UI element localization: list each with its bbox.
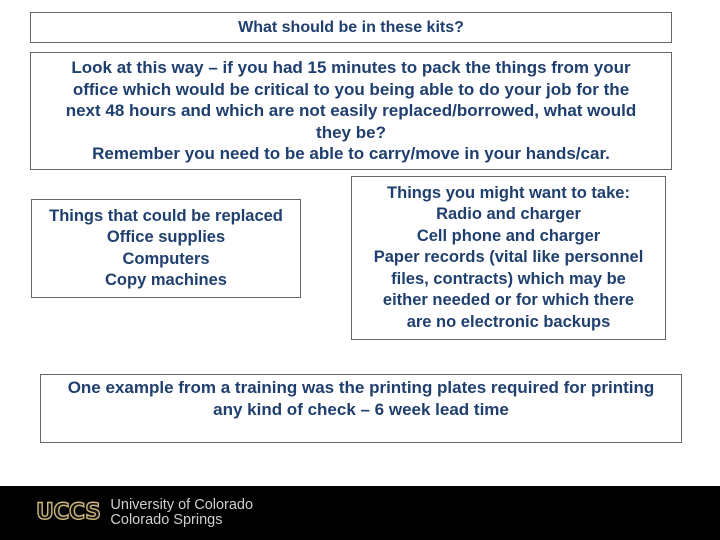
replaceable-item: Computers bbox=[122, 249, 210, 268]
uccs-logo-mark: UCCS bbox=[36, 500, 101, 525]
university-name-line1: University of Colorado bbox=[110, 497, 254, 513]
example-text-box bbox=[40, 374, 682, 443]
example-line: One example from a training was the printing plates required for printing bbox=[67, 378, 655, 397]
replaceable-item: Office supplies bbox=[106, 228, 226, 246]
take-item: Radio and charger bbox=[436, 205, 581, 224]
take-item: Paper records (vital like personnel bbox=[373, 248, 644, 267]
uccs-logo bbox=[36, 499, 253, 527]
intro-line: office which would be critical to you being able to do your job for the bbox=[72, 79, 630, 99]
intro-line: they be? bbox=[316, 122, 386, 142]
replaceable-items-box bbox=[31, 199, 301, 298]
replaceable-heading: Things that could be replaced bbox=[49, 206, 283, 225]
items-to-take-box bbox=[351, 176, 666, 340]
replaceable-item: Copy machines bbox=[105, 271, 227, 289]
intro-line: Look at this way – if you had 15 minutes to pack the things from your bbox=[71, 58, 631, 78]
take-item: files, contracts) which may be bbox=[391, 269, 626, 288]
example-line: any kind of check – 6 week lead time bbox=[213, 400, 509, 419]
footer-bar bbox=[0, 486, 720, 540]
intro-text-box bbox=[30, 52, 672, 170]
take-heading: Things you might want to take: bbox=[387, 183, 630, 202]
intro-line: Remember you need to be able to carry/move in your hands/car. bbox=[92, 144, 610, 164]
slide-title: What should be in these kits? bbox=[238, 18, 464, 36]
university-name bbox=[110, 498, 253, 528]
intro-line: next 48 hours and which are not easily replaced/borrowed, what would bbox=[65, 101, 637, 121]
university-name-line2: Colorado Springs bbox=[110, 512, 223, 528]
take-item: Cell phone and charger bbox=[416, 226, 601, 245]
slide-title-box bbox=[30, 12, 672, 43]
take-item: are no electronic backups bbox=[406, 312, 611, 331]
take-item: either needed or for which there bbox=[382, 291, 635, 310]
